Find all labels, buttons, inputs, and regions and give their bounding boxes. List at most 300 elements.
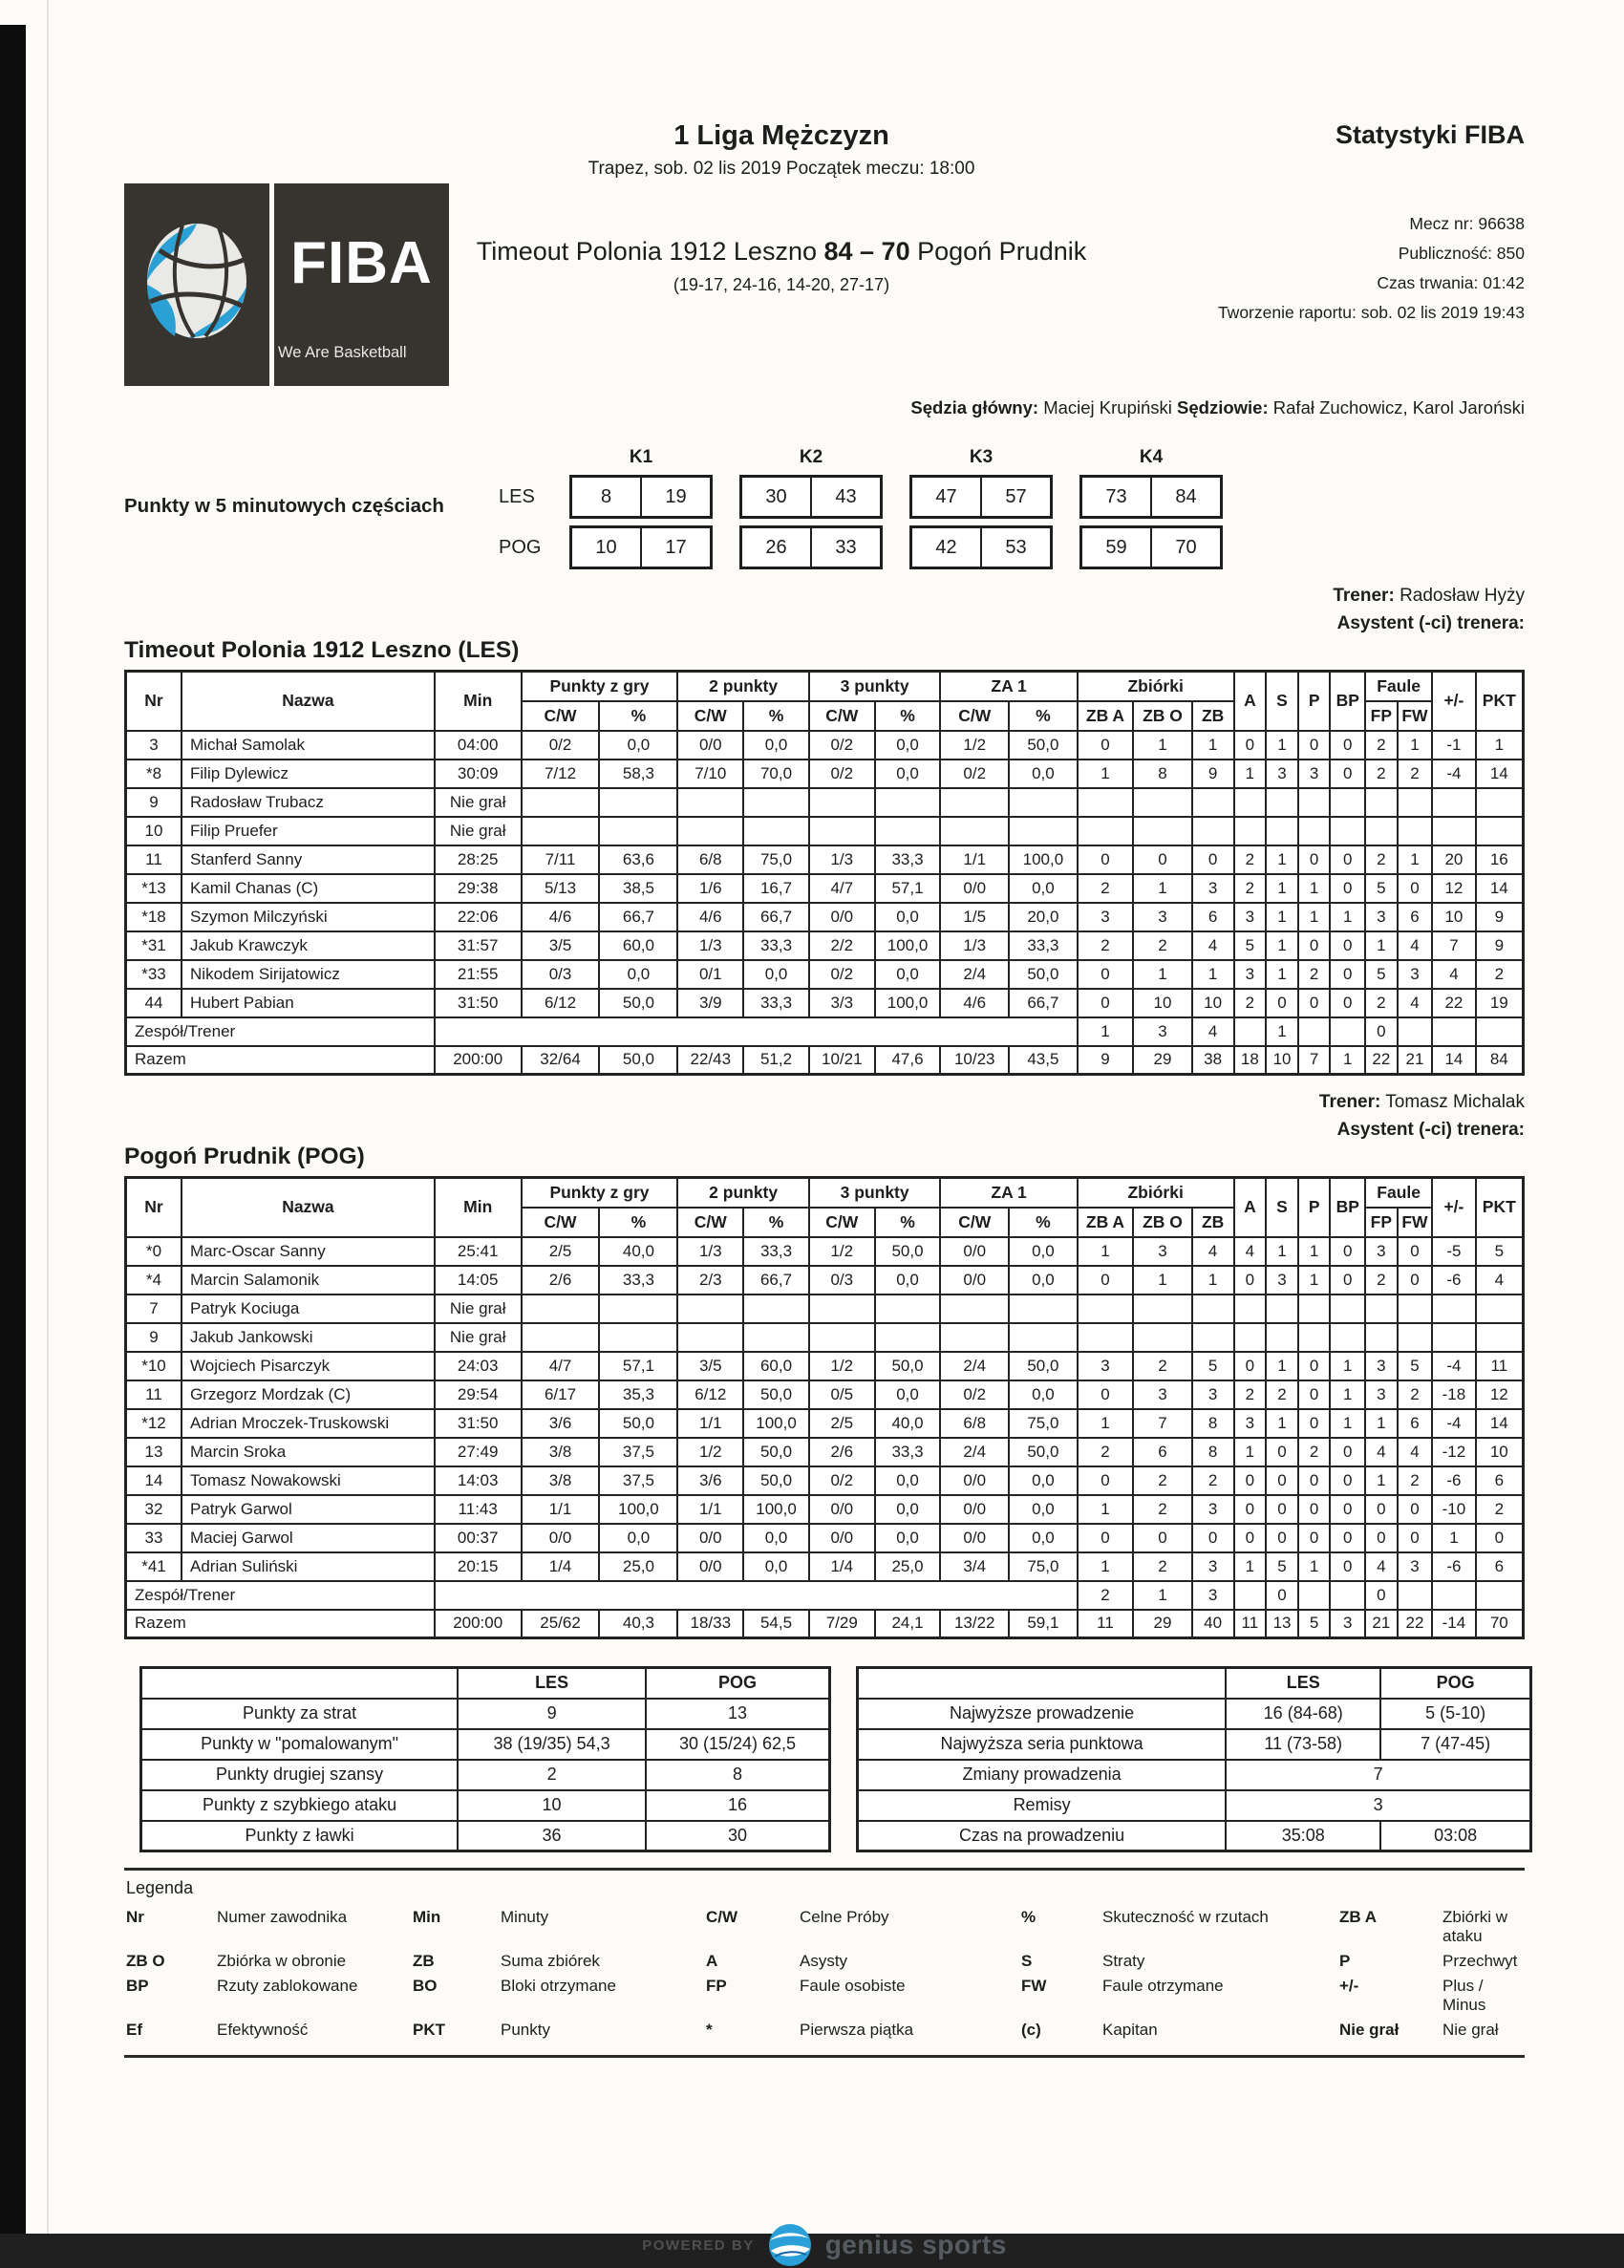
league-title: 1 Liga Mężczyzn: [673, 120, 889, 151]
quarter-score-value: 33: [835, 536, 857, 558]
stat-cell: 0: [1266, 1524, 1298, 1552]
stat-cell: 1: [1266, 845, 1298, 874]
player-number: *13: [126, 874, 182, 903]
stat-cell: 16: [1476, 845, 1524, 874]
stat-cell: 1: [1298, 903, 1331, 931]
stat-cell: 0: [1298, 1409, 1331, 1438]
stat-cell: 3/8: [522, 1466, 600, 1495]
col-rebounds-group: Zbiórki: [1078, 672, 1234, 701]
col-percent: %: [875, 1208, 941, 1237]
stat-cell: 1: [1298, 1552, 1331, 1581]
fiba-globe-icon: [124, 183, 269, 386]
quarter-score-box: [1079, 525, 1223, 569]
quarter-period-label: K2: [799, 447, 823, 467]
stat-cell: [599, 788, 677, 817]
stat-cell: 3: [1266, 1266, 1298, 1294]
stat-cell: [677, 788, 743, 817]
stat-cell: 3: [1192, 1552, 1234, 1581]
stat-cell: 1: [1078, 1409, 1134, 1438]
quarter-score-box: [1079, 475, 1223, 519]
stat-cell: 50,0: [1009, 1438, 1078, 1466]
fiba-tagline: We Are Basketball: [274, 342, 449, 386]
stat-cell: 33,3: [743, 1237, 809, 1266]
summary-row: [141, 1699, 830, 1729]
referees-line: [124, 397, 1525, 418]
stat-cell: 1: [1298, 1266, 1331, 1294]
summary-pog-value: 30: [646, 1821, 830, 1851]
col-total-rebounds: ZB: [1192, 701, 1234, 731]
stat-cell: 0,0: [875, 1466, 941, 1495]
stat-cell: 21: [1398, 1046, 1433, 1075]
stat-cell: 3: [1298, 760, 1331, 788]
team-bench-label: Zespół/Trener: [126, 1581, 435, 1610]
stat-cell: 0/2: [940, 1380, 1009, 1409]
stat-cell: 2: [1476, 960, 1524, 989]
summary-label: Punkty z ławki: [141, 1821, 459, 1851]
stat-cell: 9: [1078, 1046, 1134, 1075]
header-row: [126, 1178, 1524, 1208]
stat-cell: [1330, 1581, 1365, 1610]
stat-cell: 10: [1432, 903, 1475, 931]
player-name: Marcin Salamonik: [182, 1266, 435, 1294]
legend-abbr: (c): [1021, 2021, 1041, 2039]
summary-label: Najwyższa seria punktowa: [858, 1729, 1227, 1760]
stat-cell: 6/12: [677, 1380, 743, 1409]
player-minutes: 29:38: [435, 874, 522, 903]
stat-cell: 0: [1298, 1380, 1331, 1409]
stat-cell: [522, 1323, 600, 1352]
quarter-score-box: [909, 525, 1053, 569]
legend-desc: Asysty: [800, 1952, 848, 1970]
player-minutes: 11:43: [435, 1495, 522, 1524]
stat-cell: 0: [1398, 1237, 1433, 1266]
stats-table: [124, 1176, 1525, 1639]
summary-section: [139, 1666, 1525, 1852]
legend-desc: Rzuty zablokowane: [217, 1977, 358, 1995]
stat-cell: 0/0: [940, 1524, 1009, 1552]
player-name: Grzegorz Mordzak (C): [182, 1380, 435, 1409]
quarter-score-box: [569, 525, 713, 569]
player-row: [126, 817, 1524, 845]
legend-abbr: FW: [1021, 1977, 1047, 1995]
stat-cell: [1009, 1294, 1078, 1323]
stat-cell: 1/2: [809, 1237, 875, 1266]
stat-cell: -6: [1432, 1552, 1475, 1581]
fiba-logo: [124, 183, 449, 386]
stat-cell: 0,0: [1009, 1237, 1078, 1266]
attendance: Publiczność: 850: [1398, 244, 1525, 264]
summary-corner: [141, 1668, 459, 1699]
stat-cell: 3: [1078, 1352, 1134, 1380]
report-header: [124, 120, 1525, 386]
stat-cell: [1365, 817, 1398, 845]
quarter-team-label: LES: [499, 485, 535, 507]
stat-cell: 0,0: [1009, 1524, 1078, 1552]
stat-cell: 29: [1133, 1610, 1191, 1638]
quarter-score-value: 57: [1005, 485, 1027, 507]
stat-cell: 1: [1133, 1266, 1191, 1294]
player-minutes: Nie grał: [435, 817, 522, 845]
stat-cell: 11: [1234, 1610, 1267, 1638]
player-minutes: 04:00: [435, 731, 522, 760]
stat-cell: 0: [1078, 845, 1134, 874]
col-offensive-rebounds: ZB A: [1078, 1208, 1134, 1237]
stat-cell: 50,0: [599, 1046, 677, 1075]
stat-cell: 3: [1192, 1495, 1234, 1524]
stat-cell: 0,0: [875, 760, 941, 788]
stat-cell: 1/3: [677, 931, 743, 960]
stat-cell: 0: [1298, 1352, 1331, 1380]
stat-cell: 1: [1330, 903, 1365, 931]
player-number: *10: [126, 1352, 182, 1380]
col-personal-fouls: FP: [1365, 701, 1398, 731]
stat-cell: 0: [1078, 1380, 1134, 1409]
col-percent: %: [743, 1208, 809, 1237]
stat-cell: [435, 1017, 1078, 1046]
stat-cell: 2: [1234, 845, 1267, 874]
player-number: 14: [126, 1466, 182, 1495]
stat-cell: [599, 1294, 677, 1323]
quarter-score-value: 53: [1005, 536, 1027, 558]
quarter-score-value: 30: [742, 478, 812, 516]
home-stats-table-container: [124, 670, 1525, 1076]
player-name: Filip Dylewicz: [182, 760, 435, 788]
stat-cell: 0: [1298, 1524, 1331, 1552]
stat-cell: [940, 788, 1009, 817]
stat-cell: 2: [1078, 1581, 1134, 1610]
stat-cell: 0: [1078, 1466, 1134, 1495]
legend-abbr: FP: [706, 1977, 727, 1995]
legend-desc: Skuteczność w rzutach: [1102, 1908, 1269, 1926]
stat-cell: 3/4: [940, 1552, 1009, 1581]
player-number: 9: [126, 1323, 182, 1352]
player-name: Maciej Garwol: [182, 1524, 435, 1552]
stat-cell: [599, 1323, 677, 1352]
summary-les-header: LES: [1226, 1668, 1380, 1699]
legend-abbr: +/-: [1339, 1977, 1359, 1995]
col-name: Nazwa: [182, 672, 435, 731]
stat-cell: 8: [1192, 1409, 1234, 1438]
stat-cell: 1: [1398, 845, 1433, 874]
stat-cell: 38,5: [599, 874, 677, 903]
legend-desc: Pierwsza piątka: [800, 2021, 914, 2039]
stat-cell: 0: [1330, 960, 1365, 989]
stat-cell: [743, 1323, 809, 1352]
stat-cell: 75,0: [1009, 1409, 1078, 1438]
summary-table: [139, 1666, 831, 1852]
stat-cell: 2: [1365, 845, 1398, 874]
stat-cell: 0,0: [743, 1552, 809, 1581]
stat-cell: 18: [1234, 1046, 1267, 1075]
legend-abbr: P: [1339, 1952, 1351, 1970]
stat-cell: 2: [1365, 760, 1398, 788]
stat-cell: 3/5: [677, 1352, 743, 1380]
coach-name: Radosław Hyży: [1400, 586, 1525, 606]
stat-cell: 2: [1133, 1352, 1191, 1380]
col-min: Min: [435, 1178, 522, 1237]
stat-cell: 2: [1133, 931, 1191, 960]
player-name: Patryk Kociuga: [182, 1294, 435, 1323]
away-team-name: Pogoń Prudnik: [917, 237, 1087, 266]
stat-cell: 5: [1192, 1352, 1234, 1380]
player-name: Wojciech Pisarczyk: [182, 1352, 435, 1380]
stat-cell: [1133, 817, 1191, 845]
player-row: [126, 1466, 1524, 1495]
stat-cell: 0: [1398, 1524, 1433, 1552]
col-steals: P: [1298, 672, 1331, 731]
stat-cell: 75,0: [1009, 1552, 1078, 1581]
stat-cell: 0: [1078, 1524, 1134, 1552]
leads-summary-table-container: [856, 1666, 1532, 1852]
quarter-score-value: 73: [1082, 478, 1152, 516]
summary-header-row: [141, 1668, 830, 1699]
referees-label: Sędziowie:: [1177, 397, 1269, 417]
stat-cell: 14: [1432, 1046, 1475, 1075]
stat-cell: 25,0: [875, 1552, 941, 1581]
stat-cell: 4: [1476, 1266, 1524, 1294]
summary-pog-header: POG: [646, 1668, 830, 1699]
stat-cell: 1: [1330, 1409, 1365, 1438]
player-name: Filip Pruefer: [182, 817, 435, 845]
col-turnovers: S: [1266, 672, 1298, 731]
stat-cell: 1/2: [677, 1438, 743, 1466]
stat-cell: [1266, 1294, 1298, 1323]
player-minutes: 21:55: [435, 960, 522, 989]
player-name: Hubert Pabian: [182, 989, 435, 1017]
player-minutes: Nie grał: [435, 1323, 522, 1352]
legend-desc: Straty: [1102, 1952, 1145, 1970]
stat-cell: 24,1: [875, 1610, 941, 1638]
player-name: Nikodem Sirijatowicz: [182, 960, 435, 989]
stat-cell: [1234, 788, 1267, 817]
stat-cell: [435, 1581, 1078, 1610]
stat-cell: 38: [1192, 1046, 1234, 1075]
stat-cell: 1: [1266, 1409, 1298, 1438]
summary-row: [141, 1821, 830, 1851]
legend-desc: Efektywność: [217, 2021, 309, 2039]
summary-label: Czas na prowadzeniu: [858, 1821, 1227, 1851]
stat-cell: 3: [1133, 903, 1191, 931]
col-turnovers: S: [1266, 1178, 1298, 1237]
stat-cell: 0/0: [677, 1552, 743, 1581]
stat-cell: 3: [1365, 1380, 1398, 1409]
stat-cell: 25,0: [599, 1552, 677, 1581]
stat-cell: 0,0: [599, 960, 677, 989]
stat-cell: 5: [1234, 931, 1267, 960]
totals-label: Razem: [126, 1046, 435, 1075]
stat-cell: 100,0: [875, 931, 941, 960]
stat-cell: 50,0: [599, 1409, 677, 1438]
stat-cell: [1476, 788, 1524, 817]
stat-cell: 0,0: [1009, 1266, 1078, 1294]
stat-cell: [875, 1323, 941, 1352]
quarter-score-value: 43: [835, 485, 857, 507]
stat-cell: 50,0: [1009, 1352, 1078, 1380]
powered-by-label: POWERED BY: [642, 2236, 755, 2254]
player-number: 11: [126, 1380, 182, 1409]
stat-cell: 22: [1398, 1610, 1433, 1638]
summary-les-value: 38 (19/35) 54,3: [458, 1729, 646, 1760]
stat-cell: 3: [1234, 1409, 1267, 1438]
match-score-line: [468, 237, 1095, 267]
col-percent: %: [1009, 701, 1078, 731]
stat-cell: [1330, 1294, 1365, 1323]
player-number: 11: [126, 845, 182, 874]
player-minutes: 00:37: [435, 1524, 522, 1552]
stat-cell: 0: [1192, 845, 1234, 874]
stat-cell: [809, 817, 875, 845]
stat-cell: 0/0: [940, 1237, 1009, 1266]
quarter-points-label: Punkty w 5 minutowych częściach: [124, 495, 444, 517]
stat-cell: [1476, 1294, 1524, 1323]
stat-cell: 20,0: [1009, 903, 1078, 931]
stat-cell: [1432, 1581, 1475, 1610]
stat-cell: 7/29: [809, 1610, 875, 1638]
stat-cell: 2/6: [809, 1438, 875, 1466]
stat-cell: 47,6: [875, 1046, 941, 1075]
stat-cell: 1: [1234, 1552, 1267, 1581]
player-number: *31: [126, 931, 182, 960]
stat-cell: 100,0: [875, 989, 941, 1017]
stat-cell: 0/2: [809, 960, 875, 989]
stat-cell: [1009, 1323, 1078, 1352]
stat-cell: 0/2: [809, 1466, 875, 1495]
col-steals: P: [1298, 1178, 1331, 1237]
stat-cell: [743, 788, 809, 817]
stat-cell: 6: [1133, 1438, 1191, 1466]
stat-cell: [809, 788, 875, 817]
stat-cell: 11: [1476, 1352, 1524, 1380]
stat-cell: 1: [1266, 1352, 1298, 1380]
legend-abbr: S: [1021, 1952, 1033, 1970]
stat-cell: 70: [1476, 1610, 1524, 1638]
stat-cell: 0: [1234, 1524, 1267, 1552]
player-minutes: 30:09: [435, 760, 522, 788]
stat-cell: 16,7: [743, 874, 809, 903]
legend-desc: Zbiórki w ataku: [1442, 1908, 1508, 1945]
stat-cell: 1: [1432, 1524, 1475, 1552]
main-referee-label: Sędzia główny:: [910, 397, 1039, 417]
stat-cell: [1330, 1323, 1365, 1352]
report-created: Tworzenie raportu: sob. 02 lis 2019 19:43: [1217, 303, 1525, 323]
stat-cell: 33,3: [875, 845, 941, 874]
stat-cell: 6/17: [522, 1380, 600, 1409]
legend-section: [124, 1868, 1525, 2058]
stat-cell: 0: [1365, 1017, 1398, 1046]
player-name: Kamil Chanas (C): [182, 874, 435, 903]
quarter-score-value: 59: [1082, 528, 1152, 567]
stat-cell: [1298, 1017, 1331, 1046]
stat-cell: 0: [1330, 1495, 1365, 1524]
stat-cell: 3/9: [677, 989, 743, 1017]
quarter-score-value: 70: [1175, 536, 1197, 558]
player-minutes: 24:03: [435, 1352, 522, 1380]
legend-abbr: BO: [413, 1977, 438, 1995]
stat-cell: 1: [1266, 874, 1298, 903]
stat-cell: 0: [1298, 731, 1331, 760]
quarter-team-label: POG: [499, 536, 542, 558]
stat-cell: 58,3: [599, 760, 677, 788]
stat-cell: 0: [1234, 731, 1267, 760]
stat-cell: 1: [1298, 874, 1331, 903]
player-row: [126, 1552, 1524, 1581]
legend-desc: Bloki otrzymane: [501, 1977, 616, 1995]
stat-cell: 60,0: [743, 1352, 809, 1380]
stat-cell: [1432, 788, 1475, 817]
stat-cell: 1/3: [809, 845, 875, 874]
player-row: [126, 1495, 1524, 1524]
quarter-score-box: [569, 475, 713, 519]
stat-cell: [1234, 817, 1267, 845]
stat-cell: [1398, 1017, 1433, 1046]
stat-cell: [875, 817, 941, 845]
stat-cell: 6: [1192, 903, 1234, 931]
stat-cell: [1234, 1017, 1267, 1046]
final-score: 84 – 70: [823, 237, 910, 266]
stat-cell: 0: [1365, 1495, 1398, 1524]
stat-cell: 0: [1330, 874, 1365, 903]
player-number: *4: [126, 1266, 182, 1294]
stat-cell: 10: [1192, 989, 1234, 1017]
stat-cell: 2/3: [677, 1266, 743, 1294]
stat-cell: 6/8: [940, 1409, 1009, 1438]
col-made-attempted: C/W: [940, 1208, 1009, 1237]
legend-desc: Numer zawodnika: [217, 1908, 348, 1926]
header-row: [126, 672, 1524, 701]
col-shooting-group: Punkty z gry: [522, 672, 678, 701]
stat-cell: 4: [1398, 931, 1433, 960]
stat-cell: 0: [1330, 931, 1365, 960]
player-number: 9: [126, 788, 182, 817]
away-assistant-line: [124, 1117, 1525, 1145]
summary-les-value: 35:08: [1226, 1821, 1380, 1851]
stat-cell: 2/6: [522, 1266, 600, 1294]
player-row: [126, 931, 1524, 960]
stat-cell: 3/6: [677, 1466, 743, 1495]
player-number: 44: [126, 989, 182, 1017]
player-number: 7: [126, 1294, 182, 1323]
stat-cell: 0: [1330, 1552, 1365, 1581]
stat-cell: 0/0: [522, 1524, 600, 1552]
stat-cell: 0,0: [1009, 874, 1078, 903]
stat-cell: 0/2: [809, 731, 875, 760]
player-row: [126, 1323, 1524, 1352]
player-number: 33: [126, 1524, 182, 1552]
player-minutes: 31:50: [435, 989, 522, 1017]
stat-cell: 5: [1298, 1610, 1331, 1638]
stat-cell: 0: [1133, 1524, 1191, 1552]
stat-cell: 57,1: [599, 1352, 677, 1380]
stat-cell: 33,3: [743, 931, 809, 960]
stat-cell: 100,0: [743, 1495, 809, 1524]
stat-cell: 0,0: [1009, 760, 1078, 788]
legend-abbr: C/W: [706, 1908, 738, 1926]
player-row: [126, 1237, 1524, 1266]
col-made-attempted: C/W: [940, 701, 1009, 731]
summary-table: [856, 1666, 1532, 1852]
globe-icon: [140, 218, 253, 352]
stat-cell: 50,0: [743, 1438, 809, 1466]
stat-cell: 0: [1234, 1495, 1267, 1524]
stat-cell: 1/1: [522, 1495, 600, 1524]
stat-cell: 50,0: [743, 1380, 809, 1409]
player-name: Radosław Trubacz: [182, 788, 435, 817]
stat-cell: 0: [1266, 989, 1298, 1017]
stat-cell: [1234, 1581, 1267, 1610]
stat-cell: 2: [1234, 1380, 1267, 1409]
stat-cell: -10: [1432, 1495, 1475, 1524]
summary-row: [141, 1790, 830, 1821]
